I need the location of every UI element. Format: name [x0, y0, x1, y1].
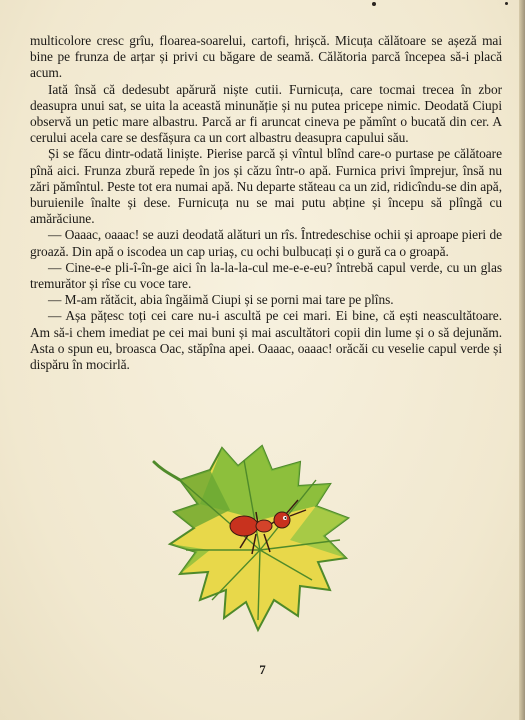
paragraph: multicolore cresc grîu, floarea-soarelui, cartofi, hrișcă. Micuța călătoare se așeză mai bine pe frunza de arțar și privi cu băgare de seamă. Călătoria parcă începea să-i placă acum.	[30, 33, 502, 81]
paragraph: Iată însă că dedesubt apărură niște cutii. Furnicuța, care tocmai trecea în zbor deasupra unui sat, se uita la această minunăție și nu putea pricepe nimic. Deodată Ciupi observă un petic mare albastru. Parcă ar fi aruncat cineva pe pămînt o bucată din cer. A cerului acela care se desfășura ca un cort albastru deasupra capului său.	[30, 81, 502, 146]
page-number: 7	[259, 662, 266, 677]
paragraph: — Oaaac, oaaac! se auzi deodată alături un rîs. Întredeschise ochii și aproape pieri de groază. Din apă o iscodea un cap uriaș, cu ochi bulbucați și o gură ca o groapă.	[30, 227, 502, 259]
leaf-stem	[154, 462, 180, 480]
paragraph: — Cine-e-e pli-î-în-ge aici în la-la-la-cul me-e-e-eu? întrebă capul verde, cu un glas tremurător și rîse cu voce tare.	[30, 259, 502, 292]
scan-speck	[505, 2, 508, 5]
story-text	[30, 33, 502, 373]
paragraph: Și se făcu dintr-odată liniște. Pierise parcă și vîntul blînd care-o purtase pe călătoare pînă aici. Frunza zbură repede în jos și căzu într-o apă. Furnica privi împrejur, însă nu zări pămîntul. Peste tot era numai apă. Nu departe stăteau ca un zid, ridicîndu-se din apă, buruienile înalte și dese. Furnicuța nu se mai putu abține și începu să plîngă cu amărăciune.	[30, 146, 502, 227]
paragraph: — M-am rătăcit, abia îngăimă Ciupi și se porni mai tare pe plîns.	[48, 292, 394, 308]
paragraph: — Așa pățesc toți cei care nu-i ascultă pe cei mari. Ei bine, că ești neascultătoare. Am să-i chem imediat pe cei mai buni și mai ascultători copii din lume și o să dejunăm. Asta o spun eu, broasca Oac, stăpîna apei. Oaaac, oaaac! orăcăi cu veselie capul verde și dispăru în mocirlă.	[30, 308, 502, 373]
leaf-ant-illustration	[140, 440, 370, 650]
page-edge-shadow	[519, 0, 525, 720]
scan-speck	[372, 2, 376, 6]
